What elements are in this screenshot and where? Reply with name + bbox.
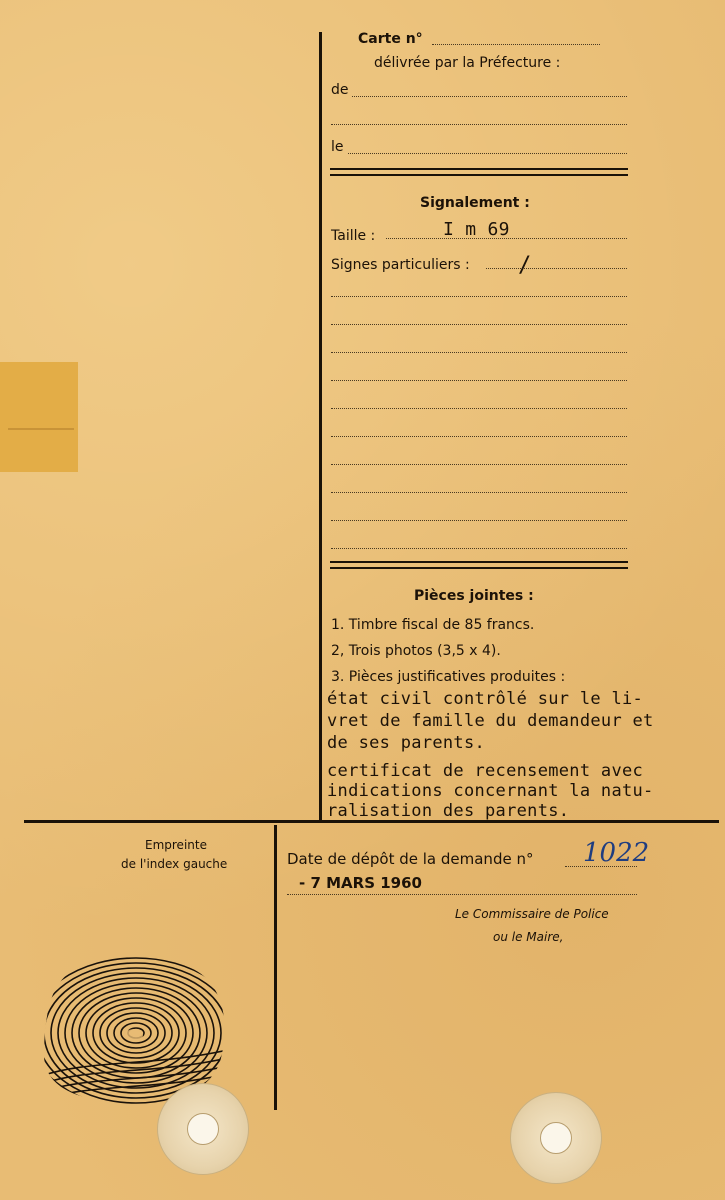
signes-value: / [518,253,532,278]
prefecture-line-2 [331,114,627,125]
double-rule-1 [330,168,628,176]
commissaire-label-1: Le Commissaire de Police [455,907,609,921]
signes-line-2 [331,286,627,297]
taille-value: I m 69 [443,219,510,240]
de-label: de [331,82,349,98]
pieces-item-2: 2, Trois photos (3,5 x 4). [331,643,501,659]
typed-line-3: de ses parents. [327,733,486,753]
empreinte-label-2: de l'index gauche [121,857,228,871]
vertical-divider [319,32,322,822]
typed-line-1: état civil contrôlé sur le li- [327,689,644,709]
signes-line-10 [331,510,627,521]
stamp-date: - 7 MARS 1960 [299,874,422,892]
empreinte-label-1: Empreinte [145,838,207,852]
demande-number: 1022 [583,838,650,868]
pieces-item-1: 1. Timbre fiscal de 85 francs. [331,617,535,633]
carte-number-line [432,34,600,45]
signes-line-5 [331,370,627,381]
eyelet-hole [540,1122,572,1154]
signes-line [486,258,627,269]
de-line [352,86,627,97]
signes-line-8 [331,454,627,465]
lower-vertical-divider [274,825,277,1110]
signes-label: Signes particuliers : [331,257,470,273]
adhesive-tape [0,362,78,472]
signes-line-3 [331,314,627,325]
carte-label: Carte n° [358,31,423,47]
signes-line-11 [331,538,627,549]
typed-line-4: certificat de recensement avec [327,761,644,781]
typed-line-2: vret de famille du demandeur et [327,711,654,731]
pieces-title: Pièces jointes : [414,588,534,604]
signalement-title: Signalement : [420,195,530,211]
le-label: le [331,139,344,155]
double-rule-2 [330,561,628,569]
date-line [287,886,637,895]
signes-line-6 [331,398,627,409]
pieces-item-3: 3. Pièces justificatives produites : [331,669,566,685]
commissaire-label-2: ou le Maire, [493,930,564,944]
eyelet-hole [187,1113,219,1145]
signes-line-4 [331,342,627,353]
typed-line-6: ralisation des parents. [327,801,570,821]
signes-line-9 [331,482,627,493]
delivree-label: délivrée par la Préfecture : [374,55,561,71]
taille-label: Taille : [331,228,376,244]
tape-crease [8,428,74,430]
signes-line-7 [331,426,627,437]
date-depot-label: Date de dépôt de la demande n° [287,850,534,868]
typed-line-5: indications concernant la natu- [327,781,654,801]
le-line [348,143,627,154]
